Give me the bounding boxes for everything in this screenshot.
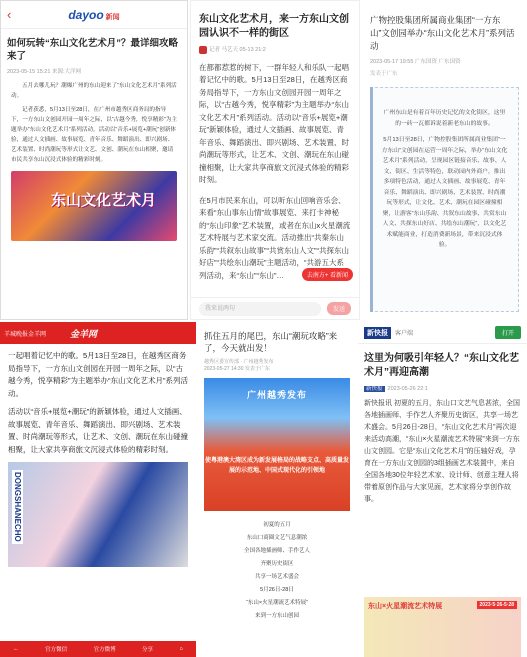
event-photo: DONGSHANECHO: [8, 462, 188, 567]
article-paragraph: 五月去哪儿玩？潮爆广州的东山迎来了“东山文化艺术月”系列活动。: [11, 83, 177, 99]
back-icon[interactable]: ‹: [7, 7, 12, 22]
article-paragraph: 在都都惹惹的树下，一群年轻人和乐队一起唱着记忆中的歌。5月13日至28日，在越秀区商务局指导下，一方东山文创园开园一周年之际，以“古越今秀，悦享精彩”为主题举办“东山文化艺术月”系列活动。活动以“音乐+展览+潮玩”新颖体验，通过人文插画、故事展览、青年音乐、舞蹈演出、即兴剧场、艺术装置、时尚潮玩等形式，让艺术、文创、潮玩在东山碰撞相聚，让大家共享商旅文沉浸式体验的精彩时刻。: [199, 62, 349, 185]
article-title: 东山文化艺术月，来一方东山文创园认识不一样的街区: [199, 14, 349, 39]
article-paragraph: 记者获悉，5月13日至28日，在广州市越秀区商务局的指导下，一方东山文创园开园一周年之际，以“古越今秀，悦享精彩”为主题举办“东山文化艺术月”系列活动。活动以“音乐+展览+潮玩”创新体验，通过人文插画、故事展览、青年音乐、舞蹈演出、即兴剧场、艺术装置、时尚潮玩等形式让文艺、文创、潮玩在东山相聚，邀请市民共享东山沉浸式体验的精彩时刻。: [11, 107, 177, 163]
quote-card: [370, 87, 519, 312]
event-photo: 东山文化艺术月: [11, 171, 177, 241]
article-meta: 记者 马艺天 05-13 21:2: [199, 45, 351, 54]
article-dayoo: [0, 0, 188, 320]
article-xkb: [358, 322, 527, 657]
article-paragraph: 一起唱着记忆中的歌。5月13日至28日，在越秀区商务局指导下，一方东山文创园在开园一周年之际，以“古越今秀，悦享精彩”为主题举办“东山文化艺术月”系列活动。: [8, 351, 188, 398]
send-button[interactable]: 发送: [327, 302, 351, 315]
article-paragraph: 5月13日至28日，广物控股集团所属商业集团“一方东山”文创园在运营一周年之际，举办“东山文化艺术月”系列活动，呈现园区链接音乐、故事、人文、街区、生活等特色，联动园内外商户，推出多项特色活动，通过人文插画、故事展览、青年音乐、舞蹈演出、即兴剧场、艺术装置、时尚潮玩等形式，让文化、艺术、潮玩在园区碰撞相聚，让游客“东山乐韵、共叙东山故事、共赏东山人文、共探东山好店、共绘东山潮玩”，以文化艺术赋能商业，打造消费新场景，带来沉浸式体验。: [381, 137, 508, 248]
weibo-link[interactable]: 官方微博: [93, 647, 116, 653]
article-lines: 初夏的五月 东山口商圈文艺气息潮浓 全国各地插画师、手作艺人 齐聚历史街区 共享一场艺术盛会 5月26日-28日 “东山×火星潮流艺术特展” 来到一方东山创园: [243, 522, 310, 619]
dayoo-header: [1, 1, 187, 29]
article-title: 这里为何吸引年轻人？“东山文化艺术月”再迎高潮: [364, 353, 519, 378]
article-paragraph: 在5月市民来东山，可以听东山回响音乐会、来看“东山事东山情”故事展览、来打卡神秘的“东山印象”艺术装置，或者在东山x火星潮流艺术特展与艺术家交流。活动推出“共秦东山乐韵”“共叙东山故事”“共赏东山人文”“共探东山好店”“共绘东山潮玩”主题活动，“共游五大系列活动，来“东山”“东山”…: [199, 195, 351, 280]
site-name: 羊城晚报金羊网: [4, 331, 47, 338]
article-paragraph: 新快报讯 初夏的五月，东山口文艺气息甚浓，全国各地插画师、手作艺人齐聚历史街区，共享一场艺术盛会。5月26日-28日，“东山文化艺术月”再次迎来活动高潮，“东山×火星潮流艺术特展”来到一方东山文创园。它是“东山文化艺术月”的压轴好戏，孕育在一方东山文创园的3组插画艺术装置中，来自全国各地30位年轻艺术家、设计师、创意主理人将带着原创作品与大家见面，艺术家将分享创作故事。: [364, 400, 520, 503]
poster-image: 广州越秀发布 使粤港澳大湾区成为新发展格局的战略支点、高质量发展的示范地、中国式现代化的引领地: [204, 378, 350, 511]
article-title: 抓住五月的尾巴，东山“潮玩攻略”来了，今天就出发！: [204, 331, 338, 353]
article-wechat-guowu: [362, 0, 527, 320]
article-yuexiu: [198, 322, 356, 657]
back-icon[interactable]: ←: [13, 646, 19, 652]
ycwb-logo: 金羊网: [70, 328, 98, 339]
ycwb-header: [0, 322, 196, 344]
author-icon: [199, 46, 207, 54]
article-title: 如何玩转“东山文化艺术月”？最详细攻略来了: [7, 38, 179, 62]
comment-input[interactable]: 我来说两句: [199, 302, 321, 316]
article-nanfang: [190, 0, 360, 320]
article-title: 广物控股集团所属商业集团“一方东山”文创园举办“东山文化艺术月”系列活动: [370, 15, 515, 51]
client-label: 客户端: [395, 331, 414, 337]
article-meta: 2023-05-17 19:55 广东国资 广东国资: [370, 59, 461, 65]
open-app-button[interactable]: 去南方+ 看新闻: [302, 268, 353, 281]
article-paragraph: 活动以“音乐+展览+潮玩”的新颖体验，通过人文插画、故事展览、青年音乐、舞蹈演出、即兴剧场、艺术装置、时尚潮玩等形式，让艺术、文创、潮玩在东山碰撞相聚，让大家共享商旅文沉浸式体验的精彩时刻。: [8, 407, 188, 454]
article-location: 发表于广东: [370, 71, 398, 77]
article-meta: 新快报 2023-05-26 22:1: [366, 386, 428, 392]
home-icon[interactable]: ⌂: [179, 646, 183, 652]
article-paragraph: 广州东山是有着百年历史记忆的文化街区，这里的一砖一瓦都诉说着新老东山的故事。: [383, 110, 506, 127]
open-app-button[interactable]: 打开: [495, 326, 521, 339]
footer-bar: [0, 641, 196, 657]
article-meta: 2023-05-15 15:21 来源:大洋网: [7, 69, 81, 75]
xkb-header: [358, 322, 527, 344]
xkb-logo: 新快报: [364, 327, 391, 339]
comment-bar: [191, 297, 359, 319]
exhibition-banner: 东山×火星潮流艺术特展 2023·5·26-5·28: [364, 597, 521, 657]
share-button[interactable]: 分享: [142, 647, 154, 653]
article-ycwb: [0, 322, 196, 657]
dayoo-logo: dayoo 新闻: [68, 7, 120, 22]
wechat-link[interactable]: 官方微信: [45, 647, 68, 653]
article-meta: 越秀区委宣传部 · 广州越秀发布 2023-05-27 14:30 发表于广东: [204, 359, 274, 372]
